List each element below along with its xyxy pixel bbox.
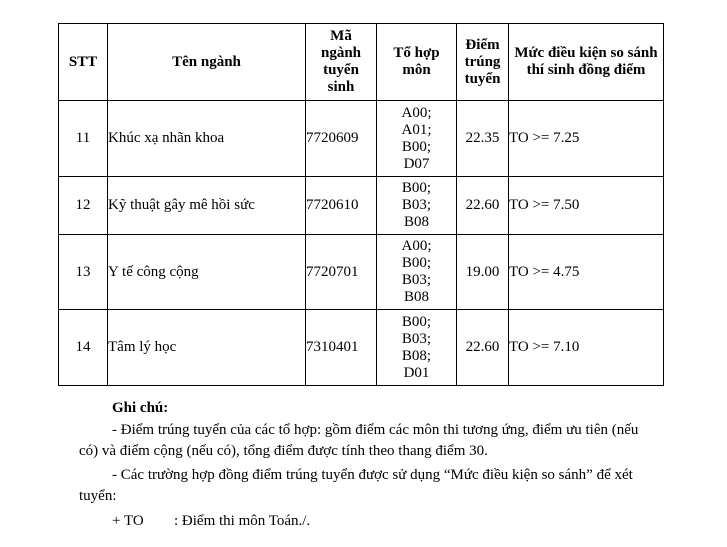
- cell-major-code: 7310401: [306, 310, 377, 386]
- table-row: [59, 235, 664, 310]
- cell-tiebreak-condition: TO >= 7.25: [509, 101, 664, 177]
- cell-admission-score: 22.60: [457, 310, 509, 386]
- cell-admission-score: 22.60: [457, 177, 509, 235]
- cell-major-code: 7720609: [306, 101, 377, 177]
- cell-stt: 12: [59, 177, 108, 235]
- cell-major-name: Kỹ thuật gây mê hồi sức: [108, 177, 306, 235]
- cell-tiebreak-condition: TO >= 7.50: [509, 177, 664, 235]
- table-row: [59, 101, 664, 177]
- header-major-code: Mã ngành tuyển sinh: [306, 24, 377, 101]
- note-to-definition: [112, 511, 649, 532]
- table-header-row: [59, 24, 664, 101]
- cell-tiebreak-condition: TO >= 4.75: [509, 235, 664, 310]
- header-admission-score: Điểm trúng tuyển: [457, 24, 509, 101]
- cell-stt: 11: [59, 101, 108, 177]
- cell-admission-score: 19.00: [457, 235, 509, 310]
- cell-major-name: Y tế công cộng: [108, 235, 306, 310]
- table-row: [59, 310, 664, 386]
- note-tiebreak-rule: - Các trường hợp đồng điểm trúng tuyển được sử dụng “Mức điều kiện so sánh” để xét tuyển:: [79, 467, 633, 504]
- cell-subject-combo: B00; B03; B08: [377, 177, 457, 235]
- note-score-composition: - Điểm trúng tuyển của các tổ hợp: gồm điểm các môn thi tương ứng, điểm ưu tiên (nếu có) và điểm cộng (nếu có), tổng điểm được tính theo thang điểm 30.: [79, 422, 639, 459]
- cell-major-name: Khúc xạ nhãn khoa: [108, 101, 306, 177]
- header-stt: STT: [59, 24, 108, 101]
- cell-subject-combo: B00; B03; B08; D01: [377, 310, 457, 386]
- cell-major-code: 7720701: [306, 235, 377, 310]
- cell-subject-combo: A00; B00; B03; B08: [377, 235, 457, 310]
- cell-major-name: Tâm lý học: [108, 310, 306, 386]
- to-meaning: : Điểm thi môn Toán./.: [174, 513, 311, 529]
- notes-section: [79, 398, 649, 532]
- cell-subject-combo: A00; A01; B00; D07: [377, 101, 457, 177]
- header-major-name: Tên ngành: [108, 24, 306, 101]
- admission-score-table: [58, 23, 664, 386]
- header-subject-combo: Tổ hợp môn: [377, 24, 457, 101]
- cell-tiebreak-condition: TO >= 7.10: [509, 310, 664, 386]
- to-abbreviation: + TO: [112, 513, 144, 529]
- notes-title: Ghi chú:: [112, 400, 169, 416]
- cell-major-code: 7720610: [306, 177, 377, 235]
- table-row: [59, 177, 664, 235]
- header-tiebreak-condition: Mức điều kiện so sánh thí sinh đồng điểm: [509, 24, 664, 101]
- cell-stt: 13: [59, 235, 108, 310]
- cell-admission-score: 22.35: [457, 101, 509, 177]
- cell-stt: 14: [59, 310, 108, 386]
